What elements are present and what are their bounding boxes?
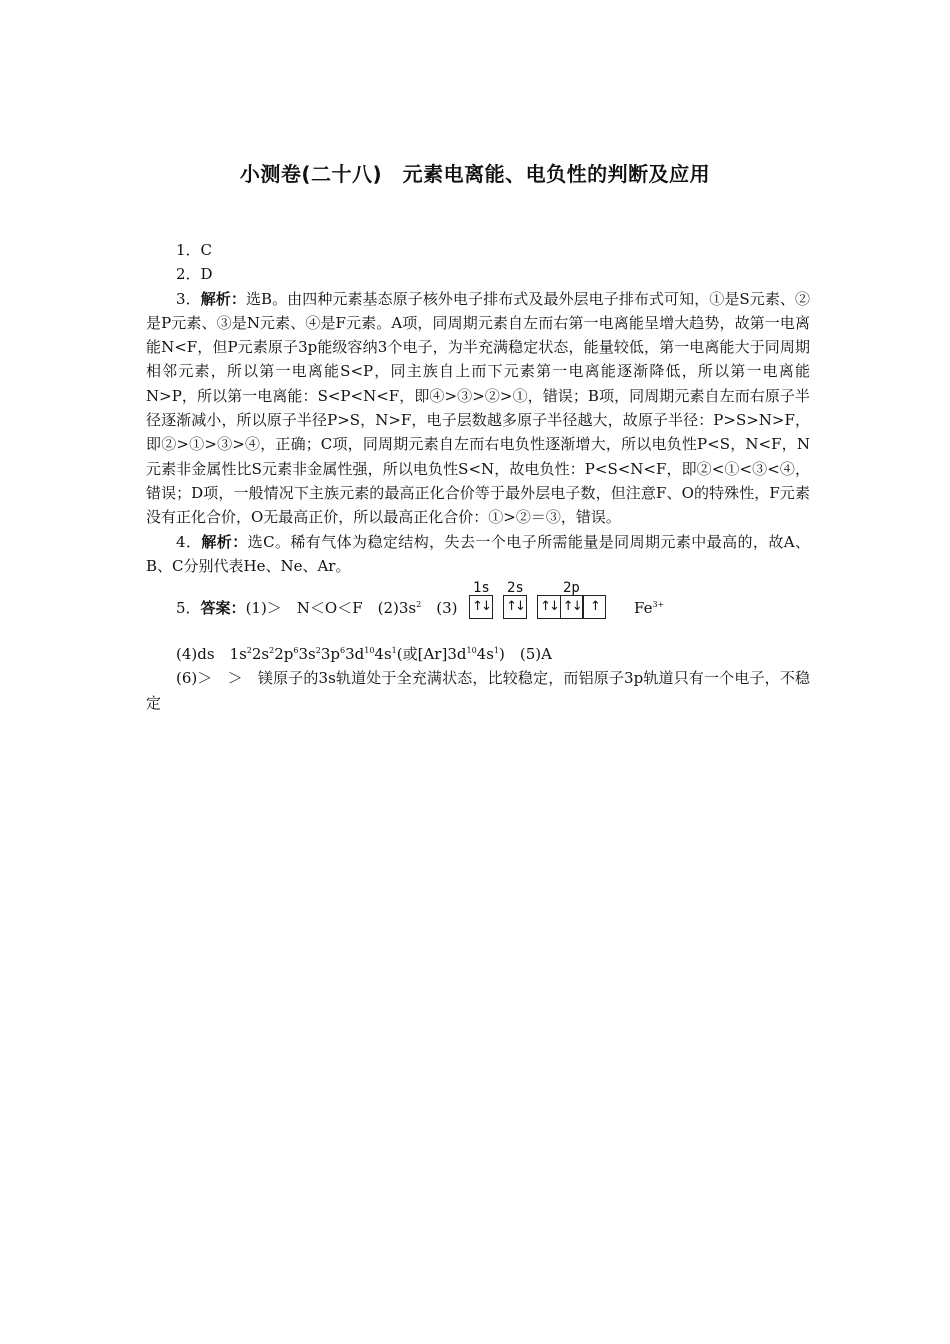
answer-5-number: 5． bbox=[176, 599, 201, 618]
orbital-label-1s: 1s bbox=[473, 580, 490, 597]
orbital-label-2s: 2s bbox=[507, 580, 524, 597]
answer-5-line-1 bbox=[146, 578, 810, 636]
answer-3-label: 解析： bbox=[200, 289, 246, 308]
answer-5-line-3: (6)＞ ＞ 镁原子的3s轨道处于全充满状态，比较稳定，而铝原子3p轨道只有一个电子，不稳定 bbox=[146, 669, 810, 712]
answer-3-number: 3． bbox=[176, 289, 201, 308]
answer-4 bbox=[146, 530, 810, 579]
orbital-label-2p: 2p bbox=[563, 580, 580, 597]
answer-3 bbox=[146, 287, 810, 530]
answer-5-line-2: (4)ds $1s^22s^22p^63s^23p^63d^{10}4s^1$(或$[Ar]3d^{10}4s^1$) (5)A bbox=[176, 645, 552, 664]
answer-4-number: 4． bbox=[176, 532, 202, 551]
answer-content bbox=[146, 238, 810, 715]
orbital-box: ↑↓ bbox=[560, 595, 584, 619]
answer-5-label: 答案： bbox=[200, 599, 246, 618]
answer-1: 1．C bbox=[176, 241, 213, 259]
orbital-box: ↑↓ bbox=[503, 595, 527, 619]
answer-5-text: 5．答案：(1)＞ N＜O＜F $(2)3s^2$ (3) bbox=[176, 599, 458, 618]
answer-3-text: 选B。由四种元素基态原子核外电子排布式及最外层电子排布式可知，①是S元素、②是P元素、③是N元素、④是F元素。A项，同周期元素自左而右第一电离能呈增大趋势，故第一电离能N<F，但P元素原子3p能级容纳3个电子，为半充满稳定状态，能量较低，第一电离能大于同周期相邻元素，所以第一电离能S<P，同主族自上而下元素第一电离能逐渐降低，所以第一电离能N>P，所以第一电离能：S<P<N<F，即④>③>②>①，错误；B项，同周期元素自左而右原子半径逐渐减小，所以原子半径P>S，N>F，电子层数越多原子半径越大，故原子半径：P>S>N>F，即②>①>③>④，正确；C项，同周期元素自左而右电负性逐渐增大，所以电负性P<S，N<F，N元素非金属性比S元素非金属性强，所以电负性S<N，故电负性：P<S<N<F，即②<①<③<④，错误；D项，一般情况下主族元素的最高正化合价等于最外层电子数，但注意F、O的特殊性，F元素没有正化合价，O无最高正价，所以最高正化合价：①>②＝③，错误。 bbox=[146, 289, 810, 527]
page-title: 小测卷(二十八) 元素电离能、电负性的判断及应用 bbox=[239, 162, 711, 186]
answer-2: 2．D bbox=[176, 265, 213, 284]
fe-ion: $Fe^{3+}$ bbox=[634, 599, 665, 618]
orbital-box: ↑ bbox=[582, 595, 606, 619]
orbital-box: ↑↓ bbox=[537, 595, 561, 619]
answer-4-text: 选C。稀有气体为稳定结构，失去一个电子所需能量是同周期元素中最高的，故A、B、C分别代表He、Ne、Ar。 bbox=[146, 532, 810, 575]
orbital-box: ↑↓ bbox=[469, 595, 493, 619]
answer-4-label: 解析： bbox=[201, 532, 248, 551]
